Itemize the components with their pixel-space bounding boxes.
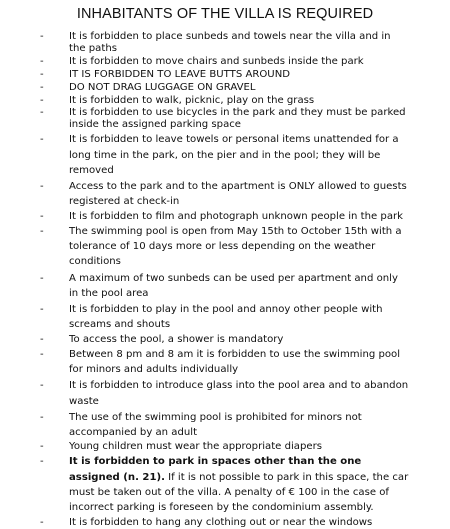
rule-text: It is forbidden to walk, picknic, play on the grass [69, 94, 315, 106]
rule-text: IT IS FORBIDDEN TO LEAVE BUTTS AROUND [69, 68, 291, 80]
rule-item [40, 211, 410, 223]
rule-text: It is forbidden to hang any clothing out or near the windows [69, 516, 373, 528]
rule-text: It is forbidden to place sunbeds and towels near the villa and in the paths [69, 31, 391, 54]
rule-text: To access the pool, a shower is mandatory [69, 333, 284, 345]
rule-item [40, 441, 410, 453]
bullet-dash: - [40, 411, 44, 423]
bullet-dash: - [40, 55, 44, 67]
bullet-dash: - [40, 68, 44, 80]
rule-text: It is forbidden to play in the pool and annoy other people with screams and shouts [69, 304, 383, 331]
rule-item [40, 517, 410, 529]
rule-item [40, 82, 410, 94]
rule-text: Young children must wear the appropriate diapers [69, 441, 323, 453]
bullet-dash: - [40, 31, 44, 42]
bullet-dash: - [40, 348, 44, 360]
rule-item [40, 179, 410, 210]
bullet-dash: - [40, 81, 44, 93]
rule-text: It is forbidden to leave towels or personal items unattended for a long time in the park, on the pier and in the pool; they will be removed [69, 134, 399, 176]
bullet-dash: - [40, 181, 44, 193]
bullet-dash: - [40, 304, 44, 316]
bullet-dash: - [40, 210, 44, 222]
rule-text: DO NOT DRAG LUGGAGE ON GRAVEL [69, 81, 256, 93]
bullet-dash: - [40, 272, 44, 284]
rule-text: It is forbidden to use bicycles in the park and they must be parked inside the assigned parking space [69, 107, 406, 131]
rule-text-bold: It is forbidden to park in spaces other than the one assigned (n. 21). [69, 456, 362, 483]
rule-text: If it is not possible to park in this space, the car must be taken out of the villa. A penalty of € 100 in the case of incorrect parking is foreseen by the condominium assembly. [69, 471, 409, 514]
rule-text: A maximum of two sunbeds can be used per apartment and only in the pool area [69, 272, 398, 299]
rule-text: It is forbidden to move chairs and sunbeds inside the park [69, 55, 364, 67]
bullet-dash: - [40, 225, 44, 237]
bullet-dash: - [40, 516, 44, 528]
rule-text: It is forbidden to film and photograph unknown people in the park [69, 210, 404, 222]
rule-text: It is forbidden to introduce glass into the pool area and to abandon waste [69, 380, 409, 407]
rule-text: The use of the swimming pool is prohibited for minors not accompanied by an adult [69, 411, 362, 439]
rule-item [40, 69, 410, 81]
rule-item [40, 334, 410, 346]
bullet-dash: - [40, 333, 44, 345]
rule-text: Between 8 pm and 8 am it is forbidden to use the swimming pool for minors and adults individually [69, 348, 401, 375]
rule-item [40, 56, 410, 68]
bullet-dash: - [40, 134, 44, 146]
rule-item [40, 378, 410, 409]
bullet-dash: - [40, 94, 44, 106]
rule-item [40, 454, 410, 515]
rule-item [40, 31, 410, 55]
rules-list [40, 31, 410, 529]
rule-item [40, 347, 410, 378]
rule-item [40, 107, 410, 131]
rule-item [40, 410, 410, 441]
bullet-dash: - [40, 107, 44, 119]
rule-item [40, 224, 410, 270]
rule-item [40, 271, 410, 302]
rule-item [40, 132, 410, 178]
document-title: INHABITANTS OF THE VILLA IS REQUIRED [76, 6, 374, 22]
rule-item [40, 95, 410, 107]
bullet-dash: - [40, 456, 44, 468]
bullet-dash: - [40, 380, 44, 392]
rule-text: Access to the park and to the apartment is ONLY allowed to guests registered at check-in [69, 181, 407, 208]
rule-item [40, 302, 410, 333]
rule-text: The swimming pool is open from May 15th to October 15th with a tolerance of 10 days more or less depending on the weather conditions [69, 225, 402, 268]
bullet-dash: - [40, 441, 44, 453]
